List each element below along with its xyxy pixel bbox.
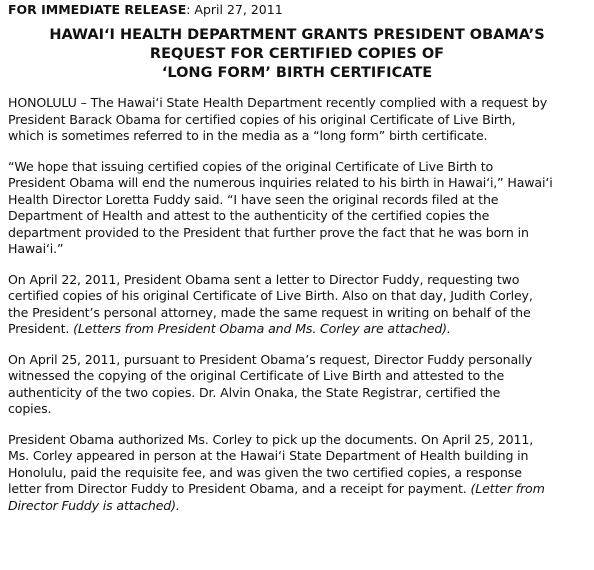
paragraph-line <box>8 481 586 498</box>
release-dateline <box>8 2 586 18</box>
paragraph-line: department provided to the President that further prove the fact that he was born in <box>8 224 529 240</box>
paragraph-line: Honolulu, paid the requisite fee, and was given the two certified copies, a response <box>8 464 522 480</box>
paragraph-line: Hawai‘i.” <box>8 241 64 256</box>
paragraph-line: Health Director Loretta Fuddy said. “I have seen the original records filed at the <box>8 191 499 207</box>
paragraph-line: “We hope that issuing certified copies of the original Certificate of Live Birth to <box>8 158 494 174</box>
headline-line-1: HAWAI‘I HEALTH DEPARTMENT GRANTS PRESIDENT OBAMA’S <box>49 27 545 43</box>
paragraph-line: copies. <box>8 401 52 416</box>
headline <box>8 26 586 83</box>
attachment-note: (Letter from <box>470 481 545 496</box>
paragraph-line: the President’s personal attorney, made the same request in writing on behalf of the <box>8 304 531 320</box>
paragraph-4 <box>8 352 586 418</box>
paragraph-line: President Barack Obama for certified copies of his original Certificate of Live Birth, <box>8 111 516 127</box>
paragraph-line: Department of Health and attest to the authenticity of the certified copies the <box>8 208 490 223</box>
paragraph-line <box>8 498 586 515</box>
paragraph-line: witnessed the copying of the original Certificate of Live Birth and attested to the <box>8 368 505 383</box>
paragraph-text: letter from Director Fuddy to President Obama, and a receipt for payment. <box>8 481 471 496</box>
paragraph-line: President Obama will end the numerous inquiries related to his birth in Hawai‘i,” Hawai‘i <box>8 175 553 190</box>
attachment-note: (Letters from President Obama and Ms. Corley are attached). <box>73 321 451 336</box>
headline-line-2: REQUEST FOR CERTIFIED COPIES OF <box>149 46 445 62</box>
paragraph-2 <box>8 159 586 258</box>
paragraph-line: which is sometimes referred to in the media as a “long form” birth certificate. <box>8 128 488 143</box>
paragraph-line: certified copies of his original Certificate of Live Birth. Also on that day, Judith Corley, <box>8 288 533 303</box>
release-label: FOR IMMEDIATE RELEASE <box>8 2 187 17</box>
paragraph-3 <box>8 272 586 338</box>
paragraph-line <box>8 321 586 338</box>
attachment-note: Director Fuddy is attached). <box>8 497 180 513</box>
paragraph-line: President Obama authorized Ms. Corley to pick up the documents. On April 25, 2011, <box>8 431 534 447</box>
headline-line-3: ‘LONG FORM’ BIRTH CERTIFICATE <box>161 65 433 81</box>
paragraph-line: On April 25, 2011, pursuant to President Obama’s request, Director Fuddy personally <box>8 351 533 367</box>
paragraph-line: Ms. Corley appeared in person at the Hawai‘i State Department of Health building in <box>8 448 529 463</box>
paragraph-line: On April 22, 2011, President Obama sent a letter to Director Fuddy, requesting two <box>8 271 520 287</box>
paragraph-line: HONOLULU – The Hawai‘i State Health Department recently complied with a request by <box>8 95 548 110</box>
paragraph-line: authenticity of the two copies. Dr. Alvin Onaka, the State Registrar, certified the <box>8 384 501 400</box>
release-date: : April 27, 2011 <box>186 2 283 17</box>
paragraph-1 <box>8 95 586 145</box>
paragraph-text: President. <box>8 321 74 336</box>
paragraph-5 <box>8 432 586 515</box>
